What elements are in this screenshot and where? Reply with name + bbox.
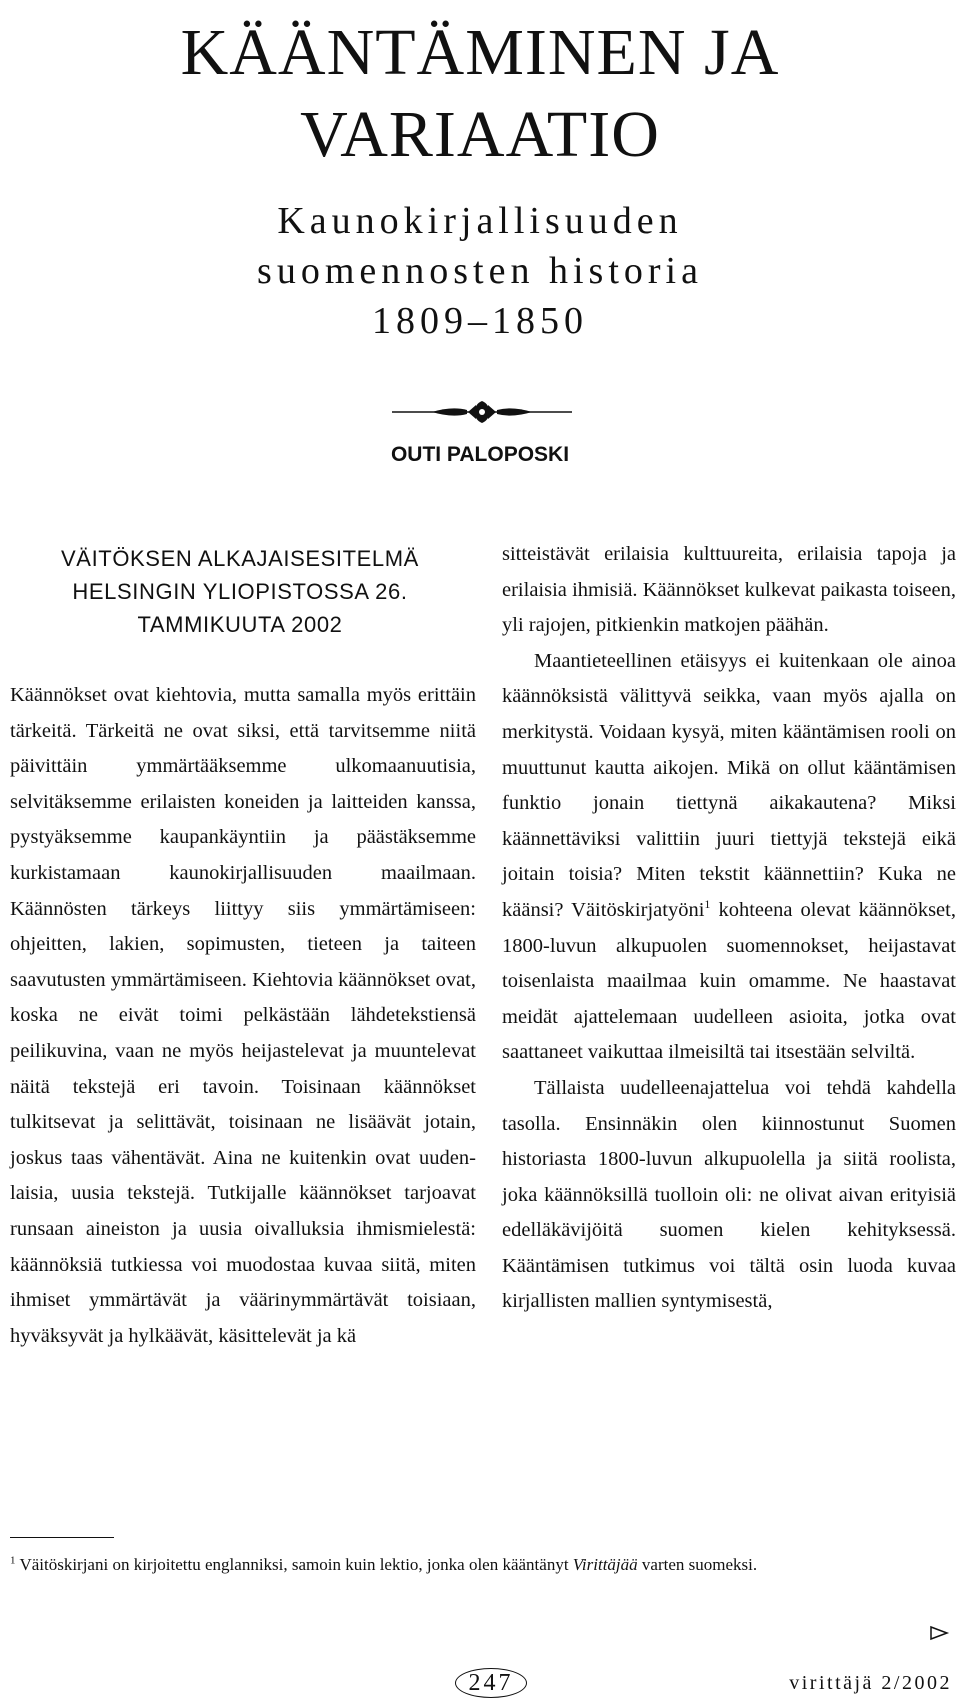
right-paragraph-3: Tällaista uudelleenajattelua voi tehdä kahdella tasolla. Ensinnäkin olen kiinnostunut Suomen historiasta 1800-luvun alkupuolella ja siitä roolista, joka käännöksillä tuolloin oli: ne olivat aivan erityisiä edelläkävijöitä suomen kielen kehityksessä. Kääntämisen tutkimus voi tältä osin luoda kuvaa kirjallisten mallien syntymisestä, [502, 1076, 956, 1313]
right-column [502, 537, 956, 1320]
article-subtitle [0, 196, 960, 346]
right-paragraph-2-start: Maantieteellinen etäisyys ei kuitenkaan ole ainoa käännöksistä välittyvä seikka, vaan myös ajalla on merkitystä. Voidaan kysyä, miten kääntämisen rooli on muuttunut kautta aikojen. Mikä on ollut kääntämisen funktio jonain tiettynä aikakautena? Miksi käännettäviksi valittiin juuri tiettyjä tekstejä eikä joitain toisia? Miten tekstit käännettiin? Kuka ne käänsi? Väitöskirjatyöni [502, 649, 956, 921]
subtitle-line-1: Kaunokirjallisuuden [277, 200, 683, 242]
ornament-divider-icon [392, 397, 572, 427]
footnote-journal-name: Virittäjää [572, 1555, 638, 1574]
right-paragraph-2-end: kohteena olevat käännökset, 1800-luvun alkupuolen suomennokset, heijastavat toisenlaista maailmaa kuin omamme. Ne haastavat meidät ajattelemaan uudelleen asioita, jotka ovat saattaneet vaikuttaa ilmeisiltä tai itsestään selviltä. [502, 898, 956, 1064]
left-paragraph-1: Käännökset ovat kiehtovia, mutta samalla myös erittäin tärkeitä. Tärkeitä ne ovat siksi, että tarvitsemme niitä päivittäin ymmärtääksemme ulkomaanuutisia, selvitäksemme erilaisten koneiden ja laitteiden kanssa, pystyäksemme kaupankäyntiin ja päästäksemme kurkistamaan kaunokirjallisuuden maailmaan. Käännösten tärkeys liittyy siis ymmärtämiseen: ohjeitten, lakien, sopimusten, tieteen ja taiteen saavutusten ymmärtämiseen. Kiehtovia käännökset ovat, koska ne eivät toimi pelkästään lähdetekstiensä peilikuvina, vaan ne myös heijastelevat ja muuntelevat näitä tekstejä eri tavoin. Toisinaan käännökset tulkitsevat ja selittävät, toisinaan ne lisäävät jotain, joskus taas vähentävät. Aina ne kuitenkin ovat uudenlaisia, uusia tekstejä. Tutkijalle käännökset tarjoavat runsaan aineiston ja uusia oivalluksia ihmismielestä: käännöksiä tutkiessa voi muodostaa kuvaa siitä, miten ihmiset ymmärtävät ja väärinymmärtävät toisiaan, hyväksyvät ja hylkäävät, käsittelevät ja kä [10, 684, 476, 1347]
footnote-divider [10, 1537, 114, 1538]
title-line-2: VARIAATIO [300, 98, 660, 171]
event-heading [10, 542, 470, 641]
footnote-reference: 1 [704, 897, 711, 912]
right-paragraph-1: sitteistävät erilaisia kulttuureita, erilaisia tapoja ja erilaisia ihmisiä. Käännökset kulkevat paikasta toiseen, yli rajojen, pitkienkin matkojen päähän. [502, 543, 956, 637]
page-number: 247 [455, 1668, 527, 1698]
triangle-right-outline-icon [928, 1625, 950, 1641]
event-line-2: HELSINGIN YLIOPISTOSSA 26. [72, 579, 408, 604]
left-column [10, 678, 476, 1354]
title-line-1: KÄÄNTÄMINEN JA [180, 16, 780, 89]
subtitle-line-3: 1809–1850 [372, 300, 588, 342]
right-paragraph-2 [502, 644, 956, 1071]
journal-issue: virittäjä 2/2002 [789, 1672, 952, 1694]
article-title [0, 12, 960, 176]
author-name: OUTI PALOPOSKI [390, 443, 570, 466]
footnote-text-start: Väitöskirjani on kirjoitettu englanniksi, samoin kuin lektio, jonka olen kääntänyt [15, 1555, 573, 1574]
footnote [10, 1553, 956, 1577]
event-line-1: VÄITÖKSEN ALKAJAISESITELMÄ [61, 546, 419, 571]
event-line-3: TAMMIKUUTA 2002 [137, 612, 343, 637]
footnote-text-end: varten suomeksi. [637, 1555, 758, 1574]
subtitle-line-2: suomennosten historia [257, 250, 703, 292]
footnote-mark: 1 [10, 1554, 16, 1567]
